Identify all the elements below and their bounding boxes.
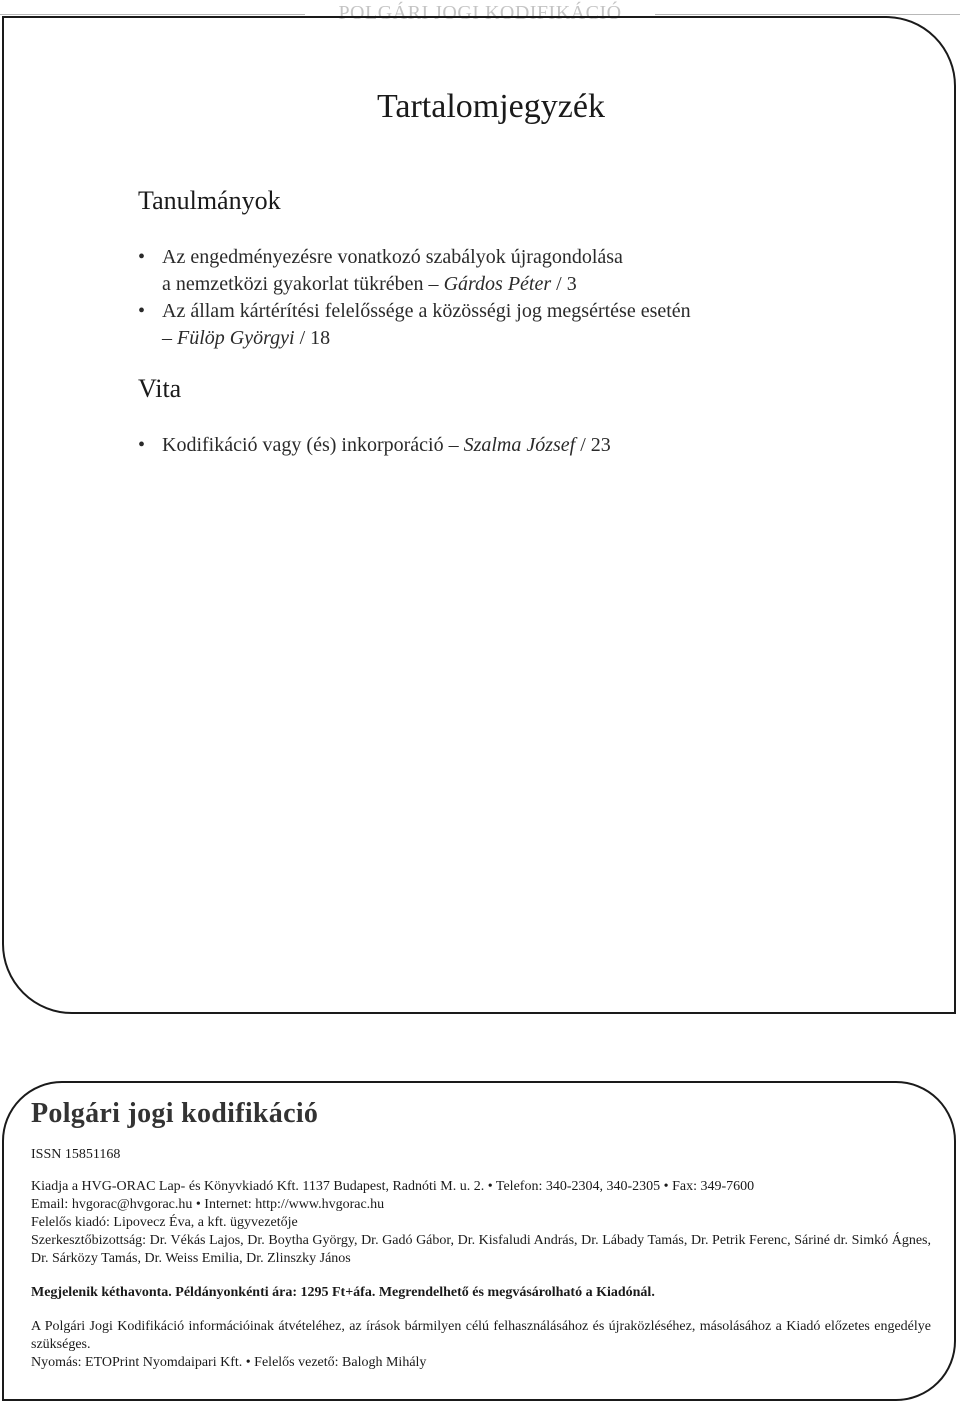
contents-title: Tartalomjegyzék <box>377 88 605 125</box>
toc-list-vita <box>138 432 611 459</box>
section-heading-vita: Vita <box>138 374 182 403</box>
header-rule-right <box>655 14 960 15</box>
section-heading-tanulmanyok: Tanulmányok <box>138 186 281 215</box>
publisher-line: Kiadja a HVG-ORAC Lap- és Könyvkiadó Kft. 1137 Budapest, Radnóti M. u. 2. • Telefon: 340-2304, 340-2305 • Fax: 349-7600 <box>31 1179 755 1194</box>
toc-item-line: Kodifikáció vagy (és) inkorporáció – Szalma József / 23 <box>162 434 611 456</box>
toc-item-line: a nemzetközi gyakorlat tükrében – Gárdos Péter / 3 <box>162 273 577 295</box>
editorial-board: Szerkesztőbizottság: Dr. Vékás Lajos, Dr. Boytha György, Dr. Gadó Gábor, Dr. Kisfaludi András, Dr. Lábady Tamás, Dr. Petrik Ferenc, Sáriné dr. Simkó Ágnes, Dr. Sárközy Tamás, Dr. Weiss Emilia, Dr. Zlinszky János <box>31 1233 931 1266</box>
frequency-price: Megjelenik kéthavonta. Példányonkénti ára: 1295 Ft+áfa. Megrendelhető és megvásárolható a Kiadónál. <box>31 1285 655 1300</box>
toc-page: / 3 <box>551 273 577 295</box>
contact-line: Email: hvgorac@hvgorac.hu • Internet: http://www.hvgorac.hu <box>31 1197 385 1212</box>
toc-list-tanulmanyok <box>138 244 691 352</box>
toc-page: / 23 <box>575 434 611 456</box>
contents-frame <box>2 16 956 1014</box>
toc-author: Gárdos Péter <box>443 273 552 295</box>
toc-item[interactable] <box>138 298 691 352</box>
running-header-title: POLGÁRI JOGI KODIFIKÁCIÓ <box>338 2 622 24</box>
bullet-icon: • <box>138 434 146 456</box>
responsible-publisher: Felelős kiadó: Lipovecz Éva, a kft. ügyvezetője <box>31 1215 298 1230</box>
bullet-icon: • <box>138 300 146 322</box>
toc-item[interactable] <box>138 244 691 298</box>
toc-item-line: Az engedményezésre vonatkozó szabályok újragondolása <box>162 246 623 268</box>
toc-item-line: – Fülöp Györgyi / 18 <box>162 327 331 349</box>
issn: ISSN 15851168 <box>31 1147 121 1162</box>
toc-author: Szalma József <box>463 434 576 456</box>
toc-page: / 18 <box>294 327 331 349</box>
copyright-notice: A Polgári Jogi Kodifikáció információinak átvételéhez, az írások bármilyen célú felhasználásához és újraközléséhez, másolásához a Kiadó előzetes engedélye szükséges. <box>31 1319 931 1352</box>
toc-item-line: Az állam kártérítési felelőssége a közösségi jog megsértése esetén <box>162 300 691 322</box>
toc-author: Fülöp Györgyi <box>177 327 295 349</box>
bullet-icon: • <box>138 246 146 268</box>
header-rule-left <box>0 14 305 15</box>
journal-title: Polgári jogi kodifikáció <box>31 1098 319 1129</box>
imprint <box>31 1096 931 1372</box>
toc-item[interactable] <box>138 432 611 459</box>
printing-info: Nyomás: ETOPrint Nyomdaipari Kft. • Felelős vezető: Balogh Mihály <box>31 1355 427 1370</box>
